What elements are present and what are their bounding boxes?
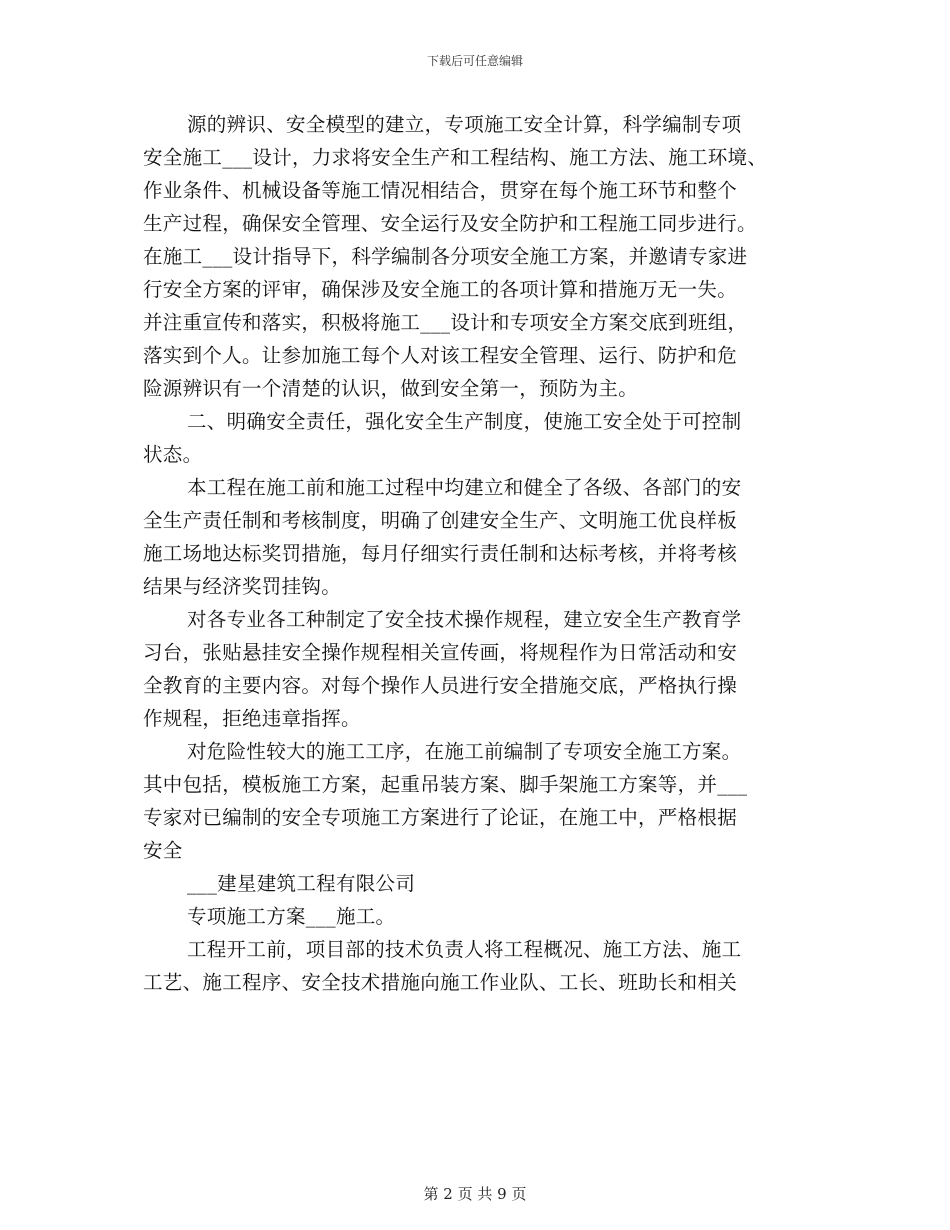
text-line: 在施工___设计指导下，科学编制各分项安全施工方案，并邀请专家进 — [143, 245, 748, 268]
text-line: 其中包括，模板施工方案，起重吊装方案、脚手架施工方案等，并___ — [143, 773, 748, 796]
text-line: 作业条件、机械设备等施工情况相结合，贯穿在每个施工环节和整个 — [143, 179, 738, 202]
text-line: ___建星建筑工程有限公司 — [187, 872, 416, 895]
text-line: 行安全方案的评审，确保涉及安全施工的各项计算和措施万无一失。 — [143, 278, 738, 301]
text-line: 工程开工前，项目部的技术负责人将工程概况、施工方法、施工 — [187, 938, 742, 961]
text-line: 全生产责任制和考核制度，明确了创建安全生产、文明施工优良样板 — [143, 509, 738, 532]
page-number-indicator: 第 2 页 共 9 页 — [423, 1185, 527, 1203]
text-line: 安全施工___设计，力求将安全生产和工程结构、施工方法、施工环境、 — [143, 146, 768, 169]
text-line: 专项施工方案___施工。 — [187, 905, 396, 928]
text-line: 对危险性较大的施工工序，在施工前编制了专项安全施工方案。 — [187, 740, 742, 763]
text-line: 二、明确安全责任，强化安全生产制度，使施工安全处于可控制 — [187, 410, 742, 433]
text-line: 全教育的主要内容。对每个操作人员进行安全措施交底，严格执行操 — [143, 674, 738, 697]
text-line: 源的辨识、安全模型的建立，专项施工安全计算，科学编制专项 — [187, 113, 742, 136]
text-line: 生产过程，确保安全管理、安全运行及安全防护和工程施工同步进行。 — [143, 212, 757, 235]
text-line: 结果与经济奖罚挂钩。 — [143, 575, 342, 598]
text-line: 状态。 — [143, 443, 203, 466]
text-line: 专家对已编制的安全专项施工方案进行了论证，在施工中，严格根据 — [143, 806, 738, 829]
text-line: 险源辨识有一个清楚的认识，做到安全第一，预防为主。 — [143, 377, 639, 400]
text-line: 安全 — [143, 839, 183, 862]
document-body — [143, 108, 813, 999]
text-line: 作规程，拒绝违章指挥。 — [143, 707, 361, 730]
text-line: 并注重宣传和落实，积极将施工___设计和专项安全方案交底到班组， — [143, 311, 748, 334]
text-line: 工艺、施工程序、安全技术措施向施工作业队、工长、班助长和相关 — [143, 971, 738, 994]
text-line: 施工场地达标奖罚措施，每月仔细实行责任制和达标考核，并将考核 — [143, 542, 738, 565]
text-line: 落实到个人。让参加施工每个人对该工程安全管理、运行、防护和危 — [143, 344, 738, 367]
text-line: 对各专业各工种制定了安全技术操作规程，建立安全生产教育学 — [187, 608, 742, 631]
page-header-note: 下载后可任意编辑 — [426, 54, 523, 68]
text-line: 习台，张贴悬挂安全操作规程相关宣传画，将规程作为日常活动和安 — [143, 641, 738, 664]
text-line: 本工程在施工前和施工过程中均建立和健全了各级、各部门的安 — [187, 476, 742, 499]
